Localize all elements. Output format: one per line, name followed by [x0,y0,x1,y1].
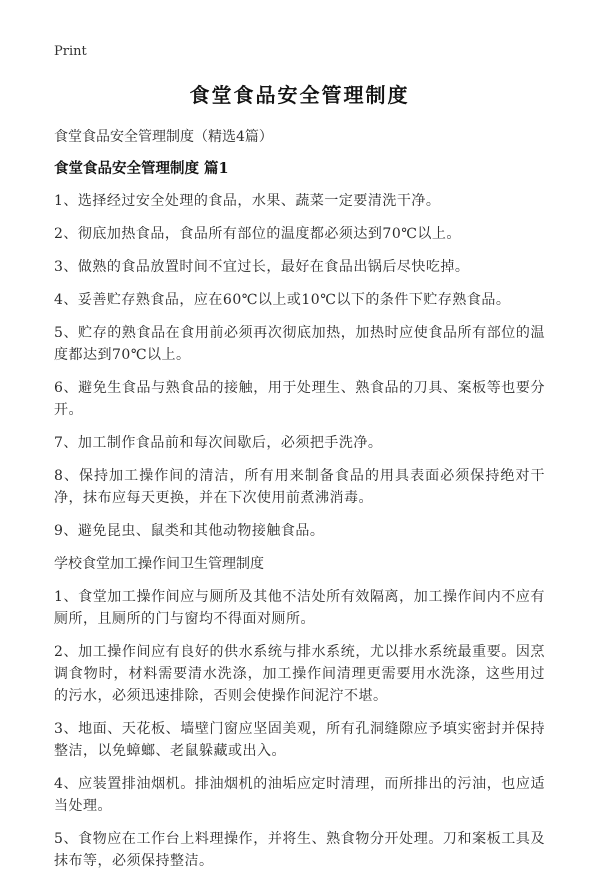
section1-item-6: 6、避免生食品与熟食品的接触，用于处理生、熟食品的刀具、案板等也要分开。 [54,380,545,418]
section2-item-3: 3、地面、天花板、墙壁门窗应坚固美观，所有孔洞缝隙应予填实密封并保持整洁，以免蟑螂、老鼠躲藏或出入。 [54,721,545,759]
section1-item-4: 4、妥善贮存熟食品，应在60℃以上或10℃以下的条件下贮存熟食品。 [54,292,511,308]
section2-item-5: 5、食物应在工作台上料理操作，并将生、熟食物分开处理。刀和案板工具及抹布等，必须保持整洁。 [54,831,545,869]
section1-item-5: 5、贮存的熟食品在食用前必须再次彻底加热，加热时应使食品所有部位的温度都达到70℃以上。 [54,325,545,363]
section2-heading: 学校食堂加工操作间卫生管理制度 [54,556,264,572]
print-link[interactable]: Print [54,44,87,59]
section1-item-8: 8、保持加工操作间的清洁，所有用来制备食品的用具表面必须保持绝对干净，抹布应每天更换，并在下次使用前煮沸消毒。 [54,468,545,506]
section1-item-3: 3、做熟的食品放置时间不宜过长，最好在食品出锅后尽快吃掉。 [54,259,470,275]
section1-heading: 食堂食品安全管理制度 篇1 [54,160,229,177]
section1-item-1: 1、选择经过安全处理的食品，水果、蔬菜一定要清洗干净。 [54,193,441,209]
page-title: 食堂食品安全管理制度 [189,83,410,107]
document-subtitle: 食堂食品安全管理制度（精选4篇） [54,129,273,145]
section1-item-2: 2、彻底加热食品，食品所有部位的温度都必须达到70℃以上。 [54,226,461,242]
section1-item-7: 7、加工制作食品前和每次间歇后，必须把手洗净。 [54,435,383,451]
section2-item-1: 1、食堂加工操作间应与厕所及其他不洁处所有效隔离，加工操作间内不应有厕所，且厕所的门与窗均不得面对厕所。 [54,589,545,627]
section1-item-9: 9、避免昆虫、鼠类和其他动物接触食品。 [54,523,325,539]
section2-item-4: 4、应装置排油烟机。排油烟机的油垢应定时清理，而所排出的污油，也应适当处理。 [54,776,545,814]
section2-item-2: 2、加工操作间应有良好的供水系统与排水系统，尤以排水系统最重要。因烹调食物时，材料需要清水洗涤，加工操作间清理更需要用水洗涤，这些用过的污水，必须迅速排除，否则会使操作间泥泞不堪。 [54,644,545,704]
